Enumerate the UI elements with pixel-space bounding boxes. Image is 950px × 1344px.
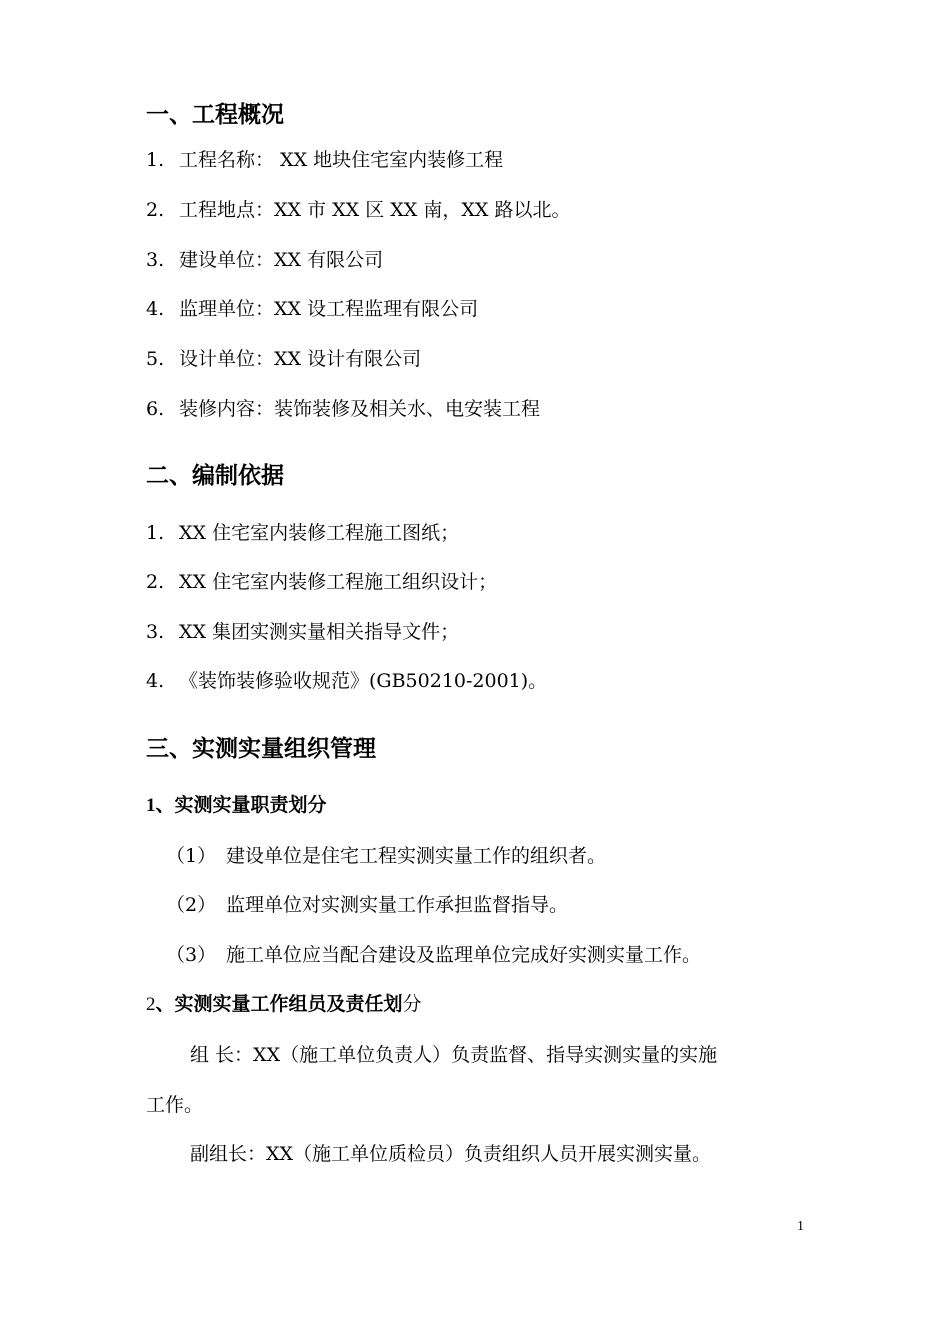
list-item-text: 设计单位：XX 设计有限公司: [179, 348, 422, 370]
list-item-number: （2）: [166, 894, 217, 916]
section-2-heading: 二、编制依据: [146, 463, 284, 489]
paragraph-line: 副组长：XX（施工单位质检员）负责组织人员开展实测实量。: [190, 1143, 712, 1165]
list-item-text: 《装饰装修验收规范》(GB50210-2001)。: [179, 670, 548, 692]
list-item-number: （3）: [166, 944, 217, 966]
list-item-number: 6.: [146, 398, 165, 420]
list-item: [146, 248, 383, 272]
section-1-heading: 一、工程概况: [146, 102, 284, 128]
list-item-number: 5.: [146, 348, 165, 370]
subsection-title-tail: 分: [402, 993, 422, 1015]
list-item-text: 施工单位应当配合建设及监理单位完成好实测实量工作。: [226, 944, 702, 966]
list-item: [166, 844, 606, 868]
list-item-number: 2.: [146, 199, 165, 221]
list-item-text: 建设单位：XX 有限公司: [179, 249, 384, 271]
list-item: [146, 148, 503, 172]
list-item-text: XX 住宅室内装修工程施工图纸；: [179, 522, 460, 544]
list-item-text: 监理单位对实测实量工作承担监督指导。: [226, 894, 569, 916]
paragraph-line: 工作。: [146, 1094, 204, 1116]
subsection-title: 、实测实量职责划分: [155, 794, 327, 816]
list-item-number: 3.: [146, 621, 165, 643]
list-item: [146, 521, 459, 545]
list-item-number: 3.: [146, 249, 165, 271]
paragraph-line: 组 长：XX（施工单位负责人）负责监督、指导实测实量的实施: [190, 1044, 718, 1066]
page-number: 1: [797, 1219, 804, 1234]
list-item-number: 2.: [146, 571, 165, 593]
section-3-heading: 三、实测实量组织管理: [146, 736, 376, 762]
subsection-number: 2: [146, 994, 156, 1015]
list-item: [146, 347, 421, 371]
list-item-number: （1）: [166, 845, 217, 867]
list-item-number: 1.: [146, 522, 165, 544]
list-item-text: 装修内容：装饰装修及相关水、电安装工程: [179, 398, 541, 420]
list-item: [166, 943, 701, 967]
list-item: [146, 620, 459, 644]
subsection-2-heading: [146, 992, 422, 1017]
list-item-number: 4.: [146, 298, 165, 320]
list-item-text: 工程地点：XX 市 XX 区 XX 南，XX 路以北。: [179, 199, 571, 221]
list-item-number: 4.: [146, 670, 165, 692]
subsection-1-heading: [146, 793, 327, 818]
list-item-text: XX 住宅室内装修工程施工组织设计；: [179, 571, 498, 593]
list-item: [146, 669, 547, 693]
list-item-text: XX 集团实测实量相关指导文件；: [179, 621, 460, 643]
list-item: [146, 297, 478, 321]
subsection-title: 、实测实量工作组员及责任划: [155, 993, 403, 1015]
list-item: [146, 198, 570, 222]
list-item-text: 监理单位：XX 设工程监理有限公司: [179, 298, 479, 320]
list-item-text: 工程名称： XX 地块住宅室内装修工程: [179, 149, 504, 171]
list-item-text: 建设单位是住宅工程实测实量工作的组织者。: [226, 845, 607, 867]
list-item: [166, 893, 568, 917]
list-item: [146, 570, 497, 594]
list-item: [146, 397, 540, 421]
subsection-number: 1: [146, 795, 156, 816]
list-item-number: 1.: [146, 149, 165, 171]
